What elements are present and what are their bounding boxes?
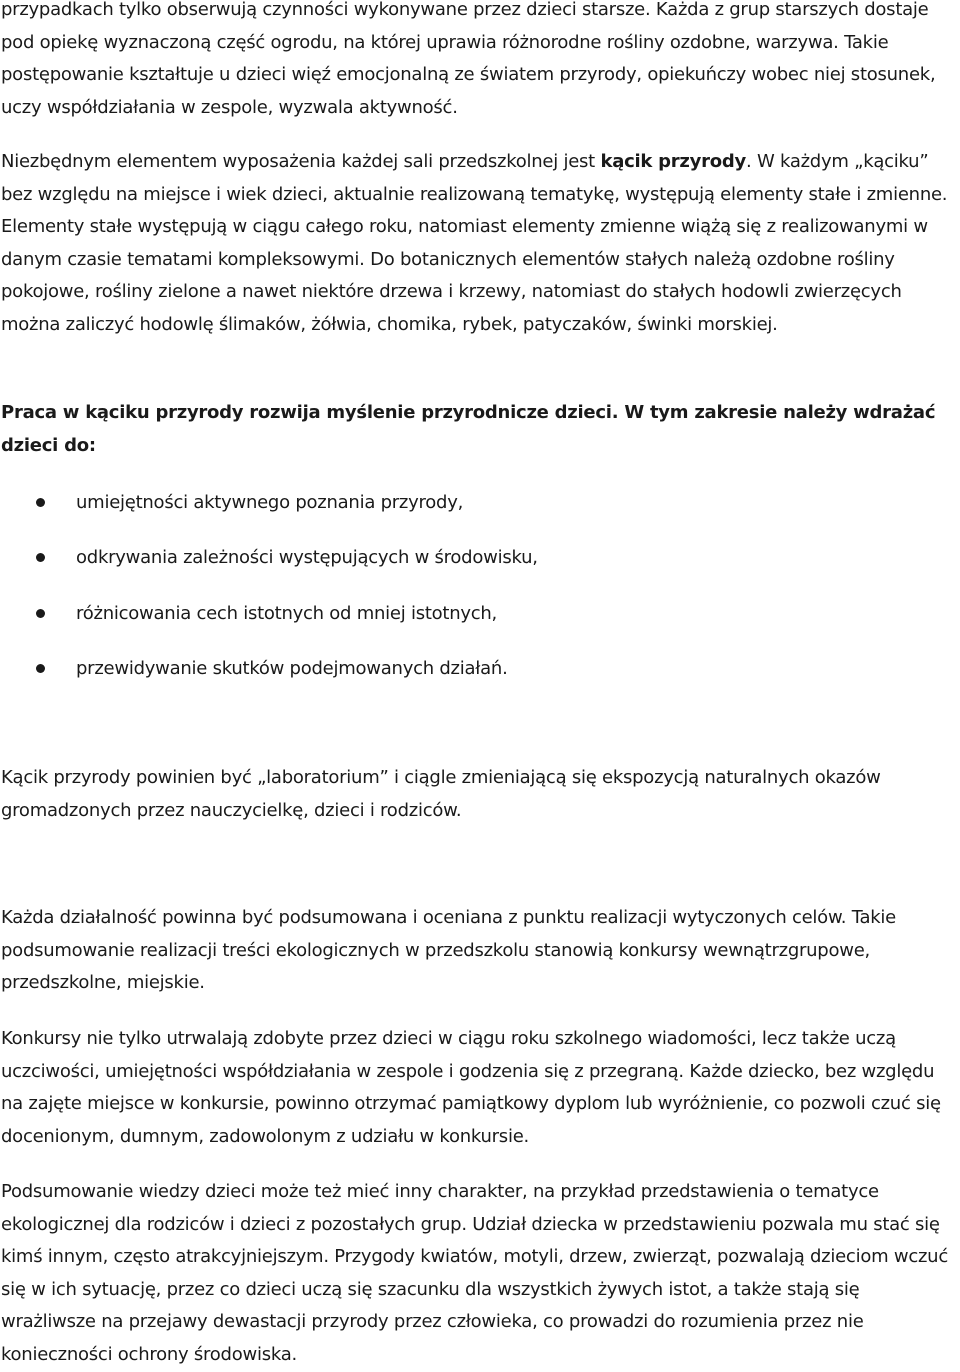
bullet-icon [36, 664, 45, 673]
paragraph-text: Każda działalność powinna być podsumowana i oceniana z punktu realizacji wytyczonych celów. Takie podsumowanie realizacji treści ekologicznych w przedszkolu stanowią konkursy wewnątrzgrupowe, przedszkolne, miejskie. [1, 907, 897, 994]
list-item-text: przewidywanie skutków podejmowanych działań. [76, 658, 508, 679]
list-item-text: odkrywania zależności występujących w środowisku, [76, 547, 538, 568]
paragraph-contests [1, 1023, 959, 1153]
paragraph-text: Podsumowanie wiedzy dzieci może też mieć inny charakter, na przykład przedstawienia o tematyce ekologicznej dla rodziców i dzieci z pozostałych grup. Udział dziecka w przedstawieniu pozwala mu stać się kimś innym, często atrakcyjniejszym. Przygody kwiatów, motyli, drzew, zwierząt, pozwalają dzieciom wczuć się w ich sytuację, przez co dzieci uczą się szacunku dla wszystkich żywych istot, a także stają się wrażliwsze na przejawy dewastacji przyrody przez człowieka, co prowadzi do rozumienia przez nie konieczności ochrony środowiska. [1, 1181, 948, 1365]
bold-term-nature-corner: kącik przyrody [600, 151, 746, 172]
paragraph-text-start: Niezbędnym elementem wyposażenia każdej sali przedszkolnej jest [1, 151, 601, 172]
paragraph-performances [1, 1176, 959, 1372]
paragraph-bold-heading [1, 397, 959, 462]
paragraph-nature-corner [1, 146, 959, 342]
paragraph-garden-care [1, 0, 959, 124]
bullet-icon [36, 609, 45, 618]
paragraph-text-end: . W każdym „kąciku” bez względu na miejsce i wiek dzieci, aktualnie realizowaną tematykę, występują elementy stałe i zmienne. Elementy stałe występują w ciągu całego roku, natomiast elementy zmienne wiążą się z realizowanymi w danym czasie tematami kompleksowymi. Do botanicznych elementów stałych należą ozdobne rośliny pokojowe, rośliny zielone a nawet niektóre drzewa i krzewy, natomiast do stałych hodowli zwierzęcych można zaliczyć hodowlę ślimaków, żółwia, chomika, rybek, patyczaków, świnki morskiej. [1, 151, 948, 335]
paragraph-summary [1, 902, 959, 1000]
paragraph-laboratory [1, 762, 959, 827]
bullet-icon [36, 553, 45, 562]
list-item-text: różnicowania cech istotnych od mniej istotnych, [76, 603, 498, 624]
bullet-icon [36, 498, 45, 507]
paragraph-text: przypadkach tylko obserwują czynności wykonywane przez dzieci starsze. Każda z grup starszych dostaje pod opiekę wyznaczoną część ogrodu, na której uprawia różnorodne rośliny ozdobne, warzywa. Takie postępowanie kształtuje u dzieci więź emocjonalną ze światem przyrody, opiekuńczy wobec niej stosunek, uczy współdziałania w zespole, wyzwala aktywność. [1, 0, 936, 118]
paragraph-text: Kącik przyrody powinien być „laboratorium” i ciągle zmieniającą się ekspozycją naturalnych okazów gromadzonych przez nauczycielkę, dzieci i rodziców. [1, 767, 881, 821]
paragraph-text: Konkursy nie tylko utrwalają zdobyte przez dzieci w ciągu roku szkolnego wiadomości, lecz także uczą uczciwości, umiejętności współdziałania w zespole i godzenia się z przegraną. Każde dziecko, bez względu na zajęte miejsce w konkursie, powinno otrzymać pamiątkowy dyplom lub wyróżnienie, co pozwoli czuć się docenionym, dumnym, zadowolonym z udziału w konkursie. [1, 1028, 941, 1147]
paragraph-text: Praca w kąciku przyrody rozwija myślenie przyrodnicze dzieci. W tym zakresie należy wdrażać dzieci do: [1, 402, 936, 456]
list-item-text: umiejętności aktywnego poznania przyrody, [76, 492, 464, 513]
